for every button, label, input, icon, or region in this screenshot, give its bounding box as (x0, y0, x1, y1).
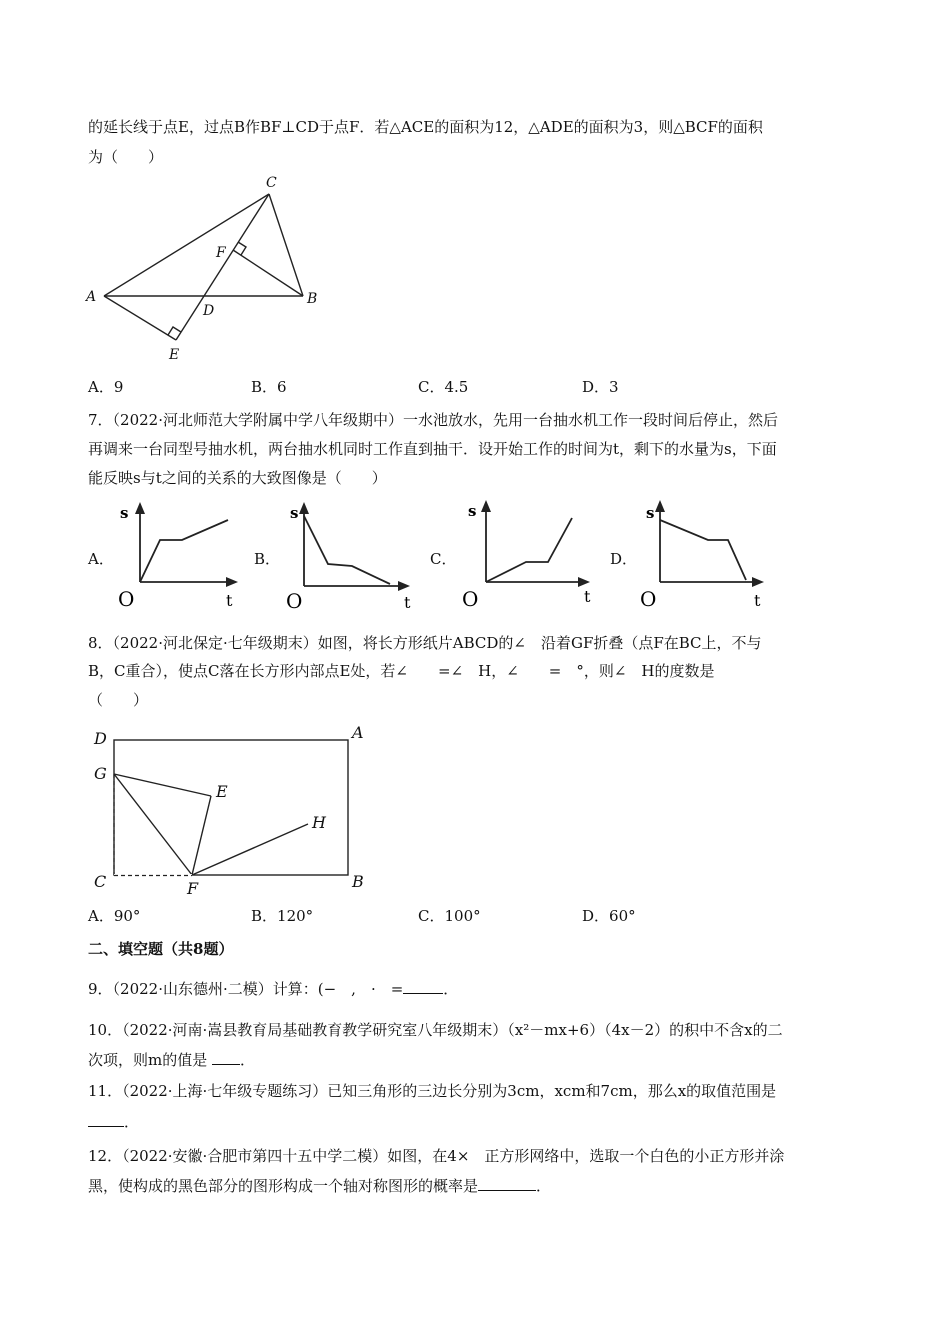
q8-label-d: D (94, 729, 107, 748)
q9-suffix: ． (443, 980, 459, 998)
q7-graph-b-origin: O (286, 589, 303, 613)
q8-label-h: H (312, 813, 326, 832)
q11-answer-blank[interactable] (88, 1110, 124, 1127)
q12-text-line2: 黑，使构成的黑色部分的图形构成一个轴对称图形的概率是 (88, 1177, 479, 1195)
q10-suffix: ． (240, 1051, 256, 1069)
q10-line2 (88, 1048, 255, 1071)
q12-answer-blank[interactable] (478, 1174, 536, 1191)
q6-label-a: A (86, 289, 97, 305)
q7-text-line2: 再调来一台同型号抽水机，两台抽水机同时工作直到抽干．设开始工作的时间为t，剩下的水量为s，下面 (88, 440, 777, 458)
q7-option-c-letter[interactable]: C． (430, 550, 457, 568)
q8-label-a: A (352, 723, 364, 742)
q8-label-e: E (216, 782, 228, 801)
q8-label-c: C (94, 872, 107, 891)
q7-option-a-letter[interactable]: A． (88, 550, 114, 568)
q7-graph-a-origin: O (118, 587, 135, 611)
section-title-fill-in: 二、填空题（共8题） (88, 940, 234, 958)
q9-text: 9．（2022·山东德州·二模）计算：(− , · = (88, 980, 404, 998)
q8-rectangle-figure (86, 722, 376, 898)
q7-graph-d[interactable] (638, 498, 778, 610)
q11-text-line1: 11．（2022·上海·七年级专题练习）已知三角形的三边长分别为3cm，xcm和7cm，那么x的取值范围是 (88, 1082, 777, 1100)
q6-label-f: F (216, 245, 226, 261)
q7-graph-c-origin: O (462, 587, 479, 611)
q7-graph-a[interactable] (110, 500, 250, 610)
q8-option-b[interactable]: B．120° (251, 907, 314, 925)
q6-label-c: C (266, 175, 277, 191)
q12-line2 (88, 1174, 551, 1197)
q7-graph-d-x-label: t (754, 591, 761, 610)
q7-graph-d-y-label: s (646, 504, 655, 522)
q7-option-d-letter[interactable]: D． (610, 550, 638, 568)
q7-graph-d-origin: O (640, 587, 657, 611)
q11-line2 (88, 1110, 139, 1133)
q7-graph-b-x-label: t (404, 593, 411, 612)
q6-option-a[interactable]: A．9 (88, 378, 124, 396)
q8-option-d[interactable]: D．60° (582, 907, 636, 925)
q8-text-line3: （ ） (88, 691, 149, 709)
q12-suffix: ． (536, 1177, 552, 1195)
q7-text-line3: 能反映s与t之间的关系的大致图像是（ ） (88, 469, 387, 487)
q7-graph-c-y-label: s (468, 502, 477, 520)
q7-graph-a-x-label: t (226, 591, 233, 610)
q8-label-f: F (187, 879, 199, 898)
q8-label-g: G (94, 764, 107, 783)
q6-option-b[interactable]: B．6 (251, 378, 287, 396)
q6-text-line1: 的延长线于点E，过点B作BF⊥CD于点F．若△ACE的面积为12，△ADE的面积为3，则△BCF的面积 (88, 118, 763, 136)
q8-option-a[interactable]: A．90° (88, 907, 141, 925)
q8-text-line2: B，C重合），使点C落在长方形内部点E处，若∠ =∠ H，∠ = °，则∠ H的度数是 (88, 662, 715, 680)
q7-text-line1: 7．（2022·河北师范大学附属中学八年级期中）一水池放水，先用一台抽水机工作一段时间后停止，然后 (88, 411, 778, 429)
q7-graph-c[interactable] (460, 496, 600, 611)
q6-text-line2: 为（ ） (88, 148, 164, 166)
q10-text-line2: 次项，则m的值是 (88, 1051, 212, 1069)
q6-label-d: D (203, 303, 215, 319)
q8-label-b: B (352, 872, 364, 891)
q6-option-d[interactable]: D．3 (582, 378, 619, 396)
q9-answer-blank[interactable] (403, 977, 443, 994)
q8-text-line1: 8．（2022·河北保定·七年级期末）如图，将长方形纸片ABCD的∠ 沿着GF折叠（点F在BC上，不与 (88, 634, 762, 652)
q6-option-c[interactable]: C．4.5 (418, 378, 469, 396)
q6-label-e: E (169, 347, 180, 363)
q10-text-line1: 10．（2022·河南·嵩县教育局基础教育教学研究室八年级期末）（x²－mx+6）（4x－2）的积中不含x的二 (88, 1021, 783, 1039)
q7-option-b-letter[interactable]: B． (254, 550, 281, 568)
q6-label-b: B (307, 291, 318, 307)
q8-option-c[interactable]: C．100° (418, 907, 481, 925)
q7-graph-b[interactable] (284, 500, 424, 613)
q7-graph-a-y-label: s (120, 504, 129, 522)
q11-suffix: ． (124, 1113, 140, 1131)
q7-graph-c-x-label: t (584, 587, 591, 606)
q7-graph-b-y-label: s (290, 504, 299, 522)
q12-text-line1: 12．（2022·安徽·合肥市第四十五中学二模）如图，在4× 正方形网络中，选取一个白色的小正方形并涂 (88, 1147, 785, 1165)
q6-triangle-figure (80, 172, 330, 367)
q10-answer-blank[interactable] (212, 1048, 240, 1065)
q9-line (88, 977, 458, 1000)
